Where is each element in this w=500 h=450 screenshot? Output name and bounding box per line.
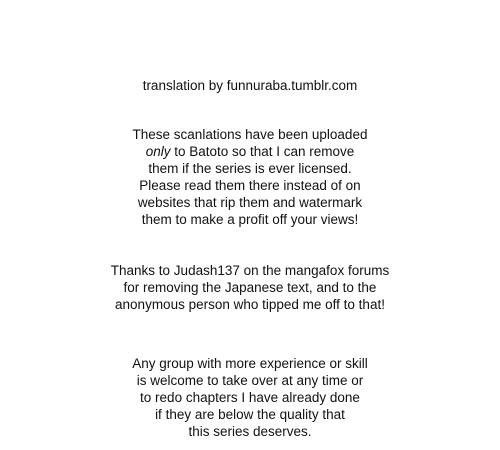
notice-line: Please read them there instead of on xyxy=(139,178,361,193)
thanks-paragraph xyxy=(0,262,500,313)
takeover-offer-paragraph xyxy=(0,355,500,440)
thanks-line: anonymous person who tipped me off to that! xyxy=(115,297,385,312)
offer-line: if they are below the quality that xyxy=(155,407,345,422)
notice-line: them if the series is ever licensed. xyxy=(148,161,352,176)
thanks-line: for removing the Japanese text, and to the xyxy=(123,280,377,295)
offer-line: is welcome to take over at any time or xyxy=(136,373,364,388)
notice-line-rest: to Batoto so that I can remove xyxy=(170,144,355,159)
offer-line: this series deserves. xyxy=(188,424,312,439)
offer-line: to redo chapters I have already done xyxy=(140,390,360,405)
offer-line: Any group with more experience or skill xyxy=(132,356,368,371)
notice-line: These scanlations have been uploaded xyxy=(132,127,368,142)
thanks-line: Thanks to Judash137 on the mangafox forums xyxy=(110,263,390,278)
notice-line xyxy=(0,143,500,160)
upload-notice-paragraph xyxy=(0,126,500,228)
notice-emphasis: only xyxy=(145,144,171,159)
notice-line: them to make a profit off your views! xyxy=(141,212,359,227)
translation-credit xyxy=(0,77,500,94)
notice-line: websites that rip them and watermark xyxy=(137,195,363,210)
translation-credit-line: translation by funnuraba.tumblr.com xyxy=(142,78,358,93)
